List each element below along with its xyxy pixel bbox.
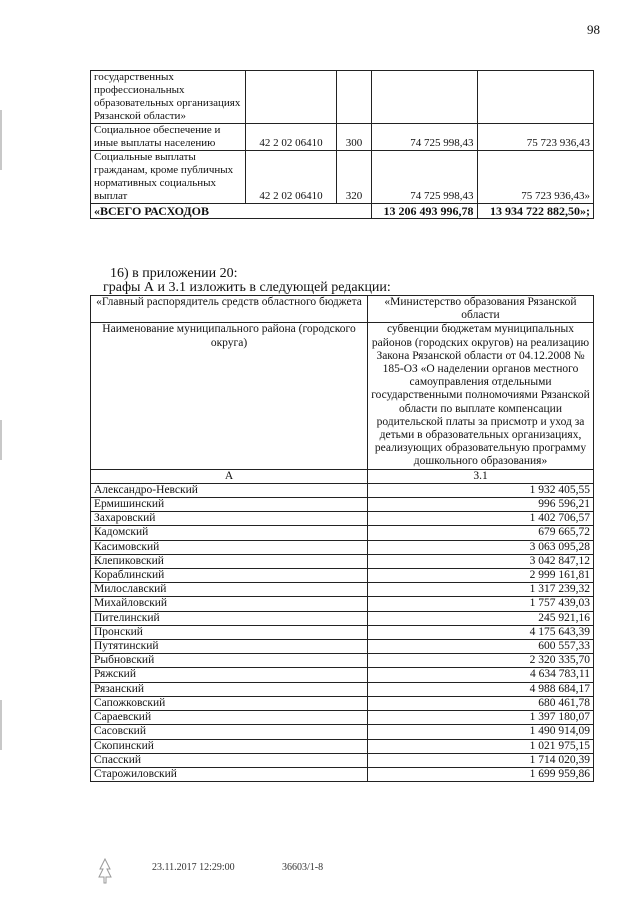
district-name: Захаровский <box>91 512 368 526</box>
budget-cell-value-2017 <box>372 71 478 124</box>
total-v1: 13 206 493 996,78 <box>372 204 478 219</box>
budget-cell-kind: 300 <box>337 124 372 151</box>
district-amount: 680 461,78 <box>368 696 594 710</box>
item-16-text: графы А и 3.1 изложить в следующей редакции: <box>103 280 391 295</box>
district-row <box>91 682 594 696</box>
district-amount: 1 699 959,86 <box>368 767 594 781</box>
district-name: Михайловский <box>91 597 368 611</box>
district-name: Касимовский <box>91 540 368 554</box>
header-left-2: Наименование муниципального района (городского округа) <box>91 323 368 469</box>
district-name: Ряжский <box>91 668 368 682</box>
budget-table <box>90 70 594 219</box>
district-row <box>91 753 594 767</box>
budget-cell-name: Социальные выплаты гражданам, кроме публичных нормативных социальных выплат <box>91 151 246 204</box>
column-3-1-label: 3.1 <box>368 469 594 483</box>
budget-cell-value-2018: 75 723 936,43 <box>477 124 593 151</box>
district-amount: 996 596,21 <box>368 498 594 512</box>
district-amount: 1 317 239,32 <box>368 583 594 597</box>
district-row <box>91 483 594 497</box>
budget-cell-kind: 320 <box>337 151 372 204</box>
budget-cell-kind <box>337 71 372 124</box>
grant-table <box>90 295 594 782</box>
district-row <box>91 625 594 639</box>
district-amount: 4 634 783,11 <box>368 668 594 682</box>
district-amount: 679 665,72 <box>368 526 594 540</box>
district-amount: 245 921,16 <box>368 611 594 625</box>
district-row <box>91 611 594 625</box>
district-amount: 2 320 335,70 <box>368 654 594 668</box>
district-name: Скопинский <box>91 739 368 753</box>
grant-header-row <box>91 296 594 323</box>
budget-cell-name: Социальное обеспечение и иные выплаты населению <box>91 124 246 151</box>
district-amount: 1 714 020,39 <box>368 753 594 767</box>
district-row <box>91 668 594 682</box>
district-name: Пронский <box>91 625 368 639</box>
column-a-label: А <box>91 469 368 483</box>
district-row <box>91 767 594 781</box>
district-row <box>91 640 594 654</box>
district-name: Кораблинский <box>91 569 368 583</box>
grant-header-row <box>91 323 594 469</box>
budget-cell-code: 42 2 02 06410 <box>246 124 337 151</box>
district-row <box>91 512 594 526</box>
district-name: Рыбновский <box>91 654 368 668</box>
district-name: Спасский <box>91 753 368 767</box>
district-name: Ермишинский <box>91 498 368 512</box>
district-name: Сараевский <box>91 711 368 725</box>
district-amount: 1 932 405,55 <box>368 483 594 497</box>
district-amount: 3 063 095,28 <box>368 540 594 554</box>
budget-row <box>91 71 594 124</box>
district-name: Рязанский <box>91 682 368 696</box>
district-amount: 1 490 914,09 <box>368 725 594 739</box>
budget-row <box>91 151 594 204</box>
district-row <box>91 725 594 739</box>
footer-doc-number: 36603/1-8 <box>282 862 324 873</box>
district-amount: 600 557,33 <box>368 640 594 654</box>
district-row <box>91 569 594 583</box>
district-row <box>91 526 594 540</box>
district-amount: 1 021 975,15 <box>368 739 594 753</box>
emblem-icon <box>97 857 113 885</box>
scan-artifact <box>0 700 2 750</box>
district-name: Путятинский <box>91 640 368 654</box>
district-name: Кадомский <box>91 526 368 540</box>
district-name: Пителинский <box>91 611 368 625</box>
budget-row <box>91 124 594 151</box>
district-amount: 3 042 847,12 <box>368 554 594 568</box>
district-row <box>91 583 594 597</box>
district-amount: 2 999 161,81 <box>368 569 594 583</box>
district-amount: 1 757 439,03 <box>368 597 594 611</box>
grant-column-index-row <box>91 469 594 483</box>
total-label: «ВСЕГО РАСХОДОВ <box>91 204 372 219</box>
scan-artifact <box>0 420 2 460</box>
budget-total-row <box>91 204 594 219</box>
district-row <box>91 498 594 512</box>
district-name: Сапожковский <box>91 696 368 710</box>
district-row <box>91 711 594 725</box>
budget-cell-value-2018: 75 723 936,43» <box>477 151 593 204</box>
scan-artifact <box>0 110 2 170</box>
district-amount: 4 988 684,17 <box>368 682 594 696</box>
budget-cell-value-2017: 74 725 998,43 <box>372 124 478 151</box>
budget-cell-value-2018 <box>477 71 593 124</box>
budget-cell-code <box>246 71 337 124</box>
header-left-1: «Главный распорядитель средств областного бюджета <box>91 296 368 323</box>
district-name: Старожиловский <box>91 767 368 781</box>
page-number: 98 <box>587 22 600 37</box>
district-row <box>91 654 594 668</box>
header-right-2: субвенции бюджетам муниципальных районов (городских округов) на реализацию Закона Рязанской области от 04.12.2008 № 185-ОЗ «О наделении органов местного самоуправления отдельными государственными полномочиями Рязанской области по выплате компенсации родительской платы за присмотр и уход за детьми в образовательных организациях, реализующих образовательную программу дошкольного образования» <box>368 323 594 469</box>
district-row <box>91 739 594 753</box>
budget-cell-name: государственных профессиональных образовательных организациях Рязанской области» <box>91 71 246 124</box>
district-amount: 1 397 180,07 <box>368 711 594 725</box>
total-v2: 13 934 722 882,50»; <box>477 204 593 219</box>
district-name: Клепиковский <box>91 554 368 568</box>
district-name: Милославский <box>91 583 368 597</box>
header-right-1: «Министерство образования Рязанской области <box>368 296 594 323</box>
district-name: Александро-Невский <box>91 483 368 497</box>
district-row <box>91 597 594 611</box>
district-name: Сасовский <box>91 725 368 739</box>
district-row <box>91 696 594 710</box>
district-amount: 4 175 643,39 <box>368 625 594 639</box>
district-row <box>91 540 594 554</box>
district-amount: 1 402 706,57 <box>368 512 594 526</box>
item-16-heading: 16) в приложении 20: <box>110 266 238 281</box>
budget-cell-code: 42 2 02 06410 <box>246 151 337 204</box>
footer-datetime: 23.11.2017 12:29:00 <box>152 862 235 873</box>
district-row <box>91 554 594 568</box>
budget-cell-value-2017: 74 725 998,43 <box>372 151 478 204</box>
